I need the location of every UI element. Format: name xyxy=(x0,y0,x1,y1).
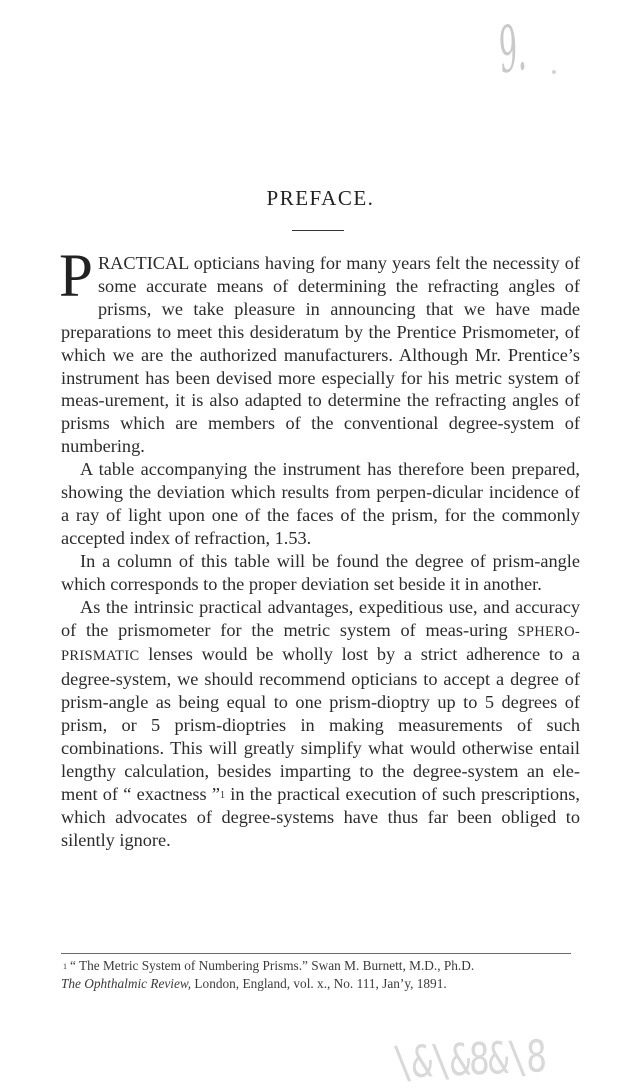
paragraph-1-text: RACTICAL opticians having for many years felt the necessity of some accurate means of determining the refracting angles of prisms, we take pleasure in announcing that we have made preparations to meet this desideratum by the Prentice Prismometer, of which we are the authorized manufacturers. Although Mr. Prentice’s instrument has been devised more especially for his metric system of meas-urement, it is also adapted to determine the refracting angles of prisms which are members of the conventional degree-system of numbering. xyxy=(61,253,580,457)
footnote xyxy=(61,957,580,993)
paragraph-3: In a column of this table will be found the degree of prism-angle which corresponds to the proper deviation set beside it in another. xyxy=(61,550,580,594)
page-title: PREFACE. xyxy=(266,186,375,210)
paragraph-4-text-b: lenses would be wholly lost by a strict adherence to a degree-system, we should recommend opticians to accept a degree of prism-angle as being equal to one prism-dioptry up to 5 degrees of prism, or 5 prism-dioptries in making measurements of such combinations. This will greatly simplify what would otherwise entail lengthy calculation, besides imparting to the degree-system an ele-ment of “ exactness ” xyxy=(61,644,580,804)
page-mark-dot xyxy=(552,70,556,74)
paragraph-4-text-c: in the practical execution of such prescriptions, which advocates of degree-systems have thus far been obliged to silently ignore. xyxy=(61,783,580,850)
paragraph-4-text-a: As the intrinsic practical advantages, expeditious use, and accuracy of the prismometer for the metric system of meas-uring xyxy=(61,596,580,640)
footnote-journal: The Ophthalmic Review, xyxy=(61,976,192,991)
footnote-line-2 xyxy=(61,975,580,993)
drop-cap: P xyxy=(59,243,93,310)
handwritten-catalog-number: \&\&8&\8 xyxy=(391,1031,547,1089)
footnote-number: 1 xyxy=(63,962,67,971)
footnote-rule xyxy=(61,953,571,954)
page-mark: 9. xyxy=(497,10,528,89)
title-rule xyxy=(292,230,344,231)
paragraph-2: A table accompanying the instrument has therefore been prepared, showing the deviation which results from perpen-dicular incidence of a ray of light upon one of the faces of the prism, for the commonly accepted index of refraction, 1.53. xyxy=(61,459,580,548)
small-caps-term: SPHERO-PRISMATIC xyxy=(61,623,580,665)
footnote-reference: 1 xyxy=(220,789,226,801)
footnote-citation: “ The Metric System of Numbering Prisms.” Swan M. Burnett, M.D., Ph.D. xyxy=(70,958,475,973)
paragraph-1 xyxy=(59,243,580,458)
paragraph-4 xyxy=(61,596,580,852)
body-text xyxy=(59,243,580,852)
footnote-details: London, England, vol. x., No. 111, Jan’y, 1891. xyxy=(191,976,447,991)
